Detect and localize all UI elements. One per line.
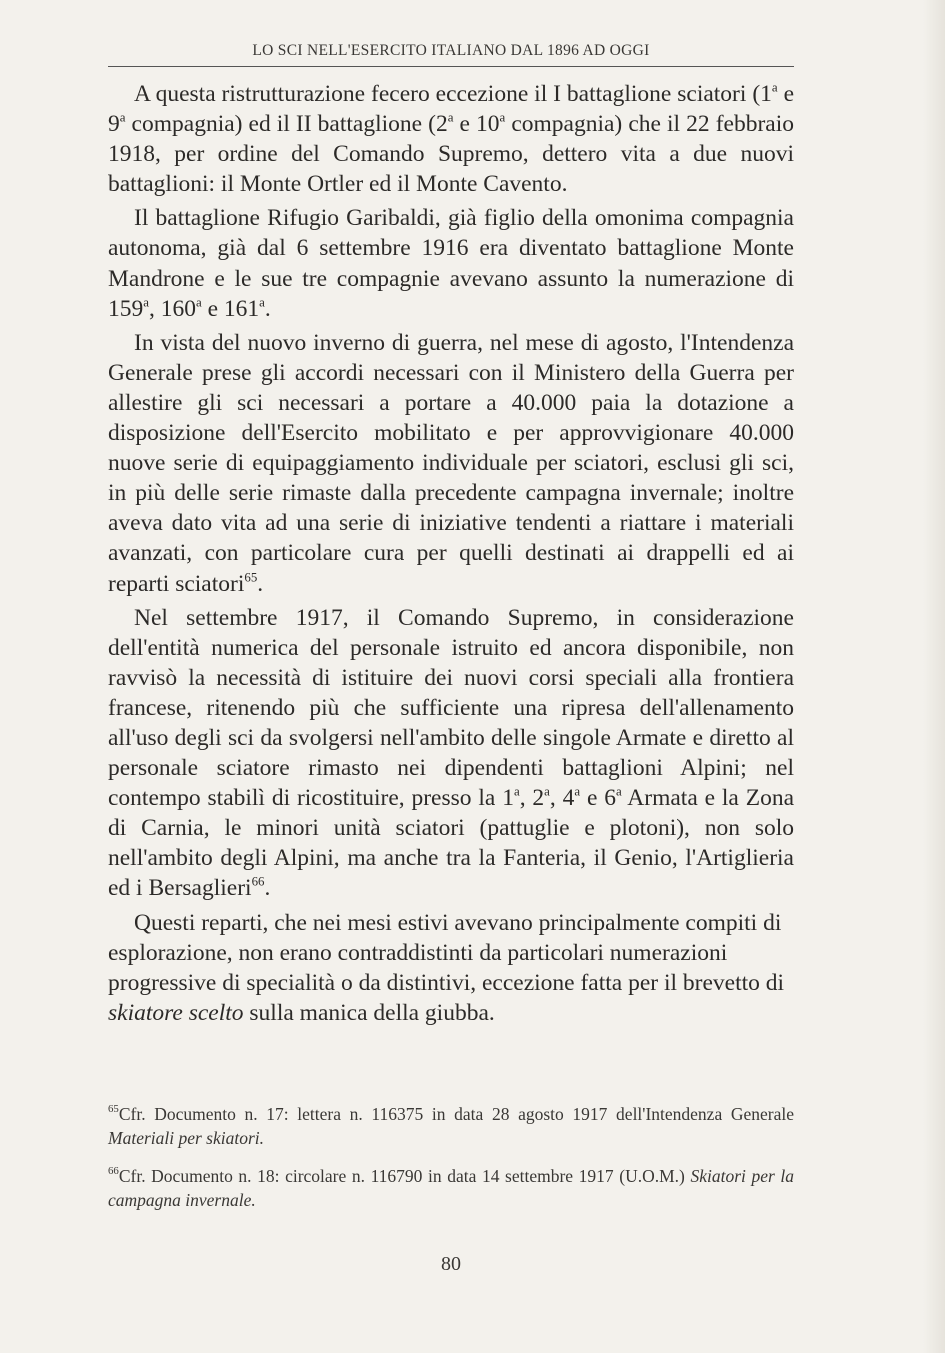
ordinal-mark: a (143, 293, 149, 309)
page-number: 80 (441, 1253, 461, 1275)
ordinal-mark: a (513, 783, 520, 799)
italic-term: skiatore scelto (108, 999, 244, 1026)
ordinal-mark: a (447, 109, 454, 125)
footnote-ref-66[interactable]: 66 (251, 873, 265, 889)
footnote-ref-65[interactable]: 65 (244, 568, 258, 584)
footnote-text: Cfr. Documento n. 18: circolare n. 116790 in data 14 settembre 1917 (U.O.M.) (118, 1166, 691, 1186)
paragraph-5 (108, 908, 794, 1028)
text-run: A questa ristrutturazione fecero eccezione il I battaglione sciatori (1 (134, 81, 772, 107)
ordinal-mark: a (544, 783, 550, 799)
text-run: e 9 (108, 81, 794, 138)
ordinal-mark: a (499, 109, 506, 125)
ordinal-mark: a (119, 109, 126, 125)
paragraph-3 (108, 328, 794, 599)
text-run: Questi reparti, che nei mesi estivi avevano principalmente compiti di esplorazione, non erano contraddistinti da particolari numerazioni progressive di specialità o da distintivi, eccezione fatta per il brevetto di (108, 909, 785, 996)
scan-edge-shadow (923, 0, 945, 1353)
footnote-number: 65 (108, 1102, 119, 1115)
footnotes (108, 1102, 794, 1226)
paragraph-4 (108, 603, 794, 904)
running-header: LO SCI NELL'ESERCITO ITALIANO DAL 1896 AD OGGI (252, 42, 650, 59)
text-run: compagnia) ed il II battaglione (2 (125, 111, 448, 138)
footnote-65 (108, 1102, 794, 1150)
paragraph-1 (108, 79, 794, 199)
ordinal-mark: a (574, 783, 581, 799)
text-run: , 160 (148, 295, 196, 322)
paragraph-2 (108, 203, 794, 323)
text-run: In vista del nuovo inverno di guerra, nel mese di agosto, l'Intendenza Generale prese gli accordi necessari con il Ministero della Guerra per allestire gli sci necessari a portare a 40.000 paia la dotazione a disposizione dell'Esercito mobilitato e per approvvigionare 40.000 nuove serie di equipaggiamento individuale per sciatori, esclusi gli sci, in più delle serie rimaste dalla precedente campagna invernale; inoltre aveva dato vita ad una serie di iniziative tendenti a riattare i materiali avanzati, con particolare cura per quelli destinati ai drappelli ed ai reparti sciatori (108, 329, 794, 597)
footnote-number: 66 (108, 1164, 119, 1177)
footnote-66 (108, 1164, 794, 1212)
text-run: e 161 (201, 295, 260, 322)
footnote-text: Cfr. Documento n. 17: lettera n. 116375 in data 28 agosto 1917 dell'Intendenza Generale (118, 1104, 794, 1124)
text-run: Nel settembre 1917, il Comando Supremo, in considerazione dell'entità numerica del personale istruito ed ancora disponibile, non ravvisò la necessità di istituire dei nuovi corsi speciali alla frontiera francese, ritenendo più che sufficiente una ripresa dell'allenamento all'uso degli sci da svolgersi nell'ambito delle singole Armate e diretto al personale sciatore rimasto nei dipendenti battaglioni Alpini; nel contempo stabilì di ricostituire, presso la 1 (108, 604, 794, 812)
text-run: Armata e la Zona di Carnia, le minori unità sciatori (pattuglie e plotoni), non solo nell'ambito degli Alpini, ma anche tra la Fanteria, il Genio, l'Artiglieria ed i Bersaglieri (108, 785, 795, 902)
text-run: , 2 (519, 785, 545, 812)
text-run: . (264, 875, 271, 902)
text-run: compagnia) che il 22 febbraio 1918, per ordine del Comando Supremo, dettero vita a due nuovi battaglioni: il Monte Ortler ed il Monte Cavento. (108, 111, 794, 198)
text-run: Il battaglione Rifugio Garibaldi, già figlio della omonima compagnia autonoma, già dal 6 settembre 1916 era diventato battaglione Monte Mandrone e le sue tre compagnie avevano assunto la numerazione di 159 (108, 205, 794, 322)
text-run: sulla manica della giubba. (243, 999, 495, 1026)
body-text (108, 79, 794, 1028)
ordinal-mark: a (259, 293, 265, 309)
text-run: e 10 (453, 111, 500, 138)
text-run: . (264, 295, 271, 322)
footnote-title: Materiali per skiatori. (108, 1128, 265, 1148)
text-run: e 6 (580, 785, 617, 812)
ordinal-mark: a (771, 79, 778, 95)
ordinal-mark: a (195, 293, 202, 309)
text-run: , 4 (549, 785, 575, 812)
header-rule (108, 66, 794, 67)
ordinal-mark: a (616, 783, 622, 799)
text-run: . (257, 570, 264, 597)
footnote-title: Skiatori per la campagna invernale. (108, 1166, 795, 1210)
